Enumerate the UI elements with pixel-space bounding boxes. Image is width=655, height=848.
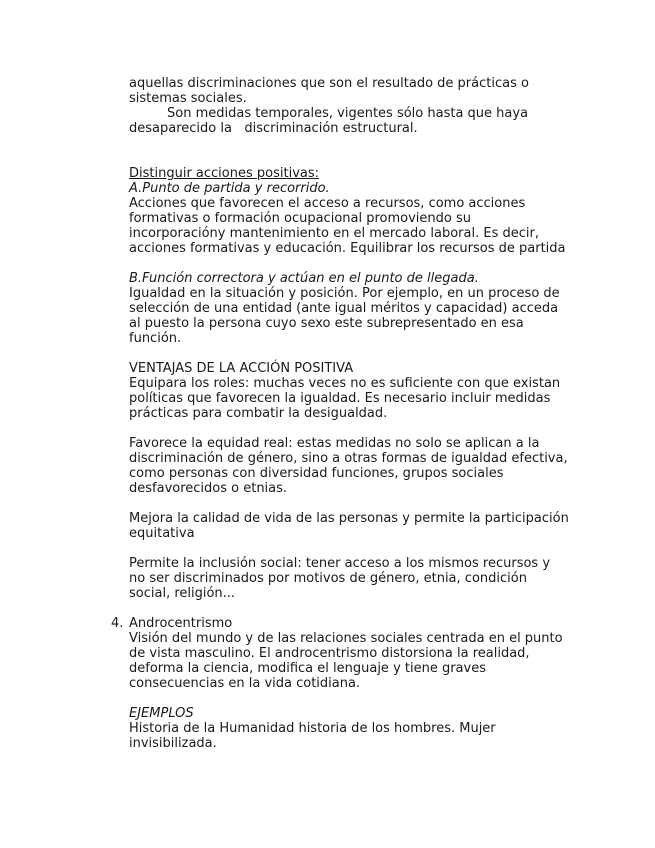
androcentrismo-line: consecuencias en la vida cotidiana. bbox=[129, 676, 361, 691]
ejemplos-line: invisibilizada. bbox=[129, 736, 217, 751]
distinguir-a-line: incorporacióny mantenimiento en el mercado laboral. Es decir, bbox=[129, 226, 539, 241]
distinguir-b-line: función. bbox=[129, 331, 182, 346]
ventajas-p4-line: Permite la inclusión social: tener acceso a los mismos recursos y bbox=[129, 556, 551, 571]
ventajas-p1-line: prácticas para combatir la desigualdad. bbox=[129, 406, 388, 421]
list-number: 4. bbox=[111, 616, 124, 631]
intro-line-2: sistemas sociales. bbox=[129, 91, 247, 106]
androcentrismo-line: Visión del mundo y de las relaciones sociales centrada en el punto bbox=[129, 631, 563, 646]
distinguir-a-line: acciones formativas y educación. Equilibrar los recursos de partida bbox=[129, 241, 566, 256]
distinguir-b-title: B.Función correctora y actúan en el punto de llegada. bbox=[129, 271, 479, 286]
androcentrismo-heading: Androcentrismo bbox=[129, 616, 233, 631]
distinguir-b-line: selección de una entidad (ante igual méritos y capacidad) acceda bbox=[129, 301, 559, 316]
intro-line-4: desaparecido la discriminación estructural. bbox=[129, 121, 418, 136]
ventajas-p3-line: equitativa bbox=[129, 526, 195, 541]
ventajas-p2-line: desfavorecidos o etnias. bbox=[129, 481, 288, 496]
ventajas-p2-line: como personas con diversidad funciones, grupos sociales bbox=[129, 466, 504, 481]
intro-line-3: Son medidas temporales, vigentes sólo hasta que haya bbox=[167, 106, 529, 121]
distinguir-a-line: formativas o formación ocupacional promoviendo su bbox=[129, 211, 471, 226]
ventajas-p4-line: no ser discriminados por motivos de género, etnia, condición bbox=[129, 571, 527, 586]
distinguir-a-line: Acciones que favorecen el acceso a recursos, como acciones bbox=[129, 196, 526, 211]
ventajas-p2-line: Favorece la equidad real: estas medidas no solo se aplican a la bbox=[129, 436, 540, 451]
intro-line-1: aquellas discriminaciones que son el resultado de prácticas o bbox=[129, 76, 529, 91]
ventajas-p1-line: políticas que favorecen la igualdad. Es necesario incluir medidas bbox=[129, 391, 551, 406]
ventajas-p1-line: Equipara los roles: muchas veces no es suficiente con que existan bbox=[129, 376, 561, 391]
androcentrismo-line: de vista masculino. El androcentrismo distorsiona la realidad, bbox=[129, 646, 530, 661]
distinguir-heading: Distinguir acciones positivas: bbox=[129, 166, 320, 181]
ventajas-p2-line: discriminación de género, sino a otras formas de igualdad efectiva, bbox=[129, 451, 568, 466]
distinguir-a-title: A.Punto de partida y recorrido. bbox=[129, 181, 330, 196]
ventajas-p3-line: Mejora la calidad de vida de las personas y permite la participación bbox=[129, 511, 569, 526]
ventajas-p4-line: social, religión... bbox=[129, 586, 236, 601]
androcentrismo-line: deforma la ciencia, modifica el lenguaje y tiene graves bbox=[129, 661, 486, 676]
ejemplos-line: Historia de la Humanidad historia de los hombres. Mujer bbox=[129, 721, 496, 736]
ventajas-heading: VENTAJAS DE LA ACCIÓN POSITIVA bbox=[129, 361, 354, 376]
distinguir-b-line: al puesto la persona cuyo sexo este subrepresentado en esa bbox=[129, 316, 524, 331]
ejemplos-title: EJEMPLOS bbox=[129, 706, 194, 721]
distinguir-b-line: Igualdad en la situación y posición. Por ejemplo, en un proceso de bbox=[129, 286, 560, 301]
